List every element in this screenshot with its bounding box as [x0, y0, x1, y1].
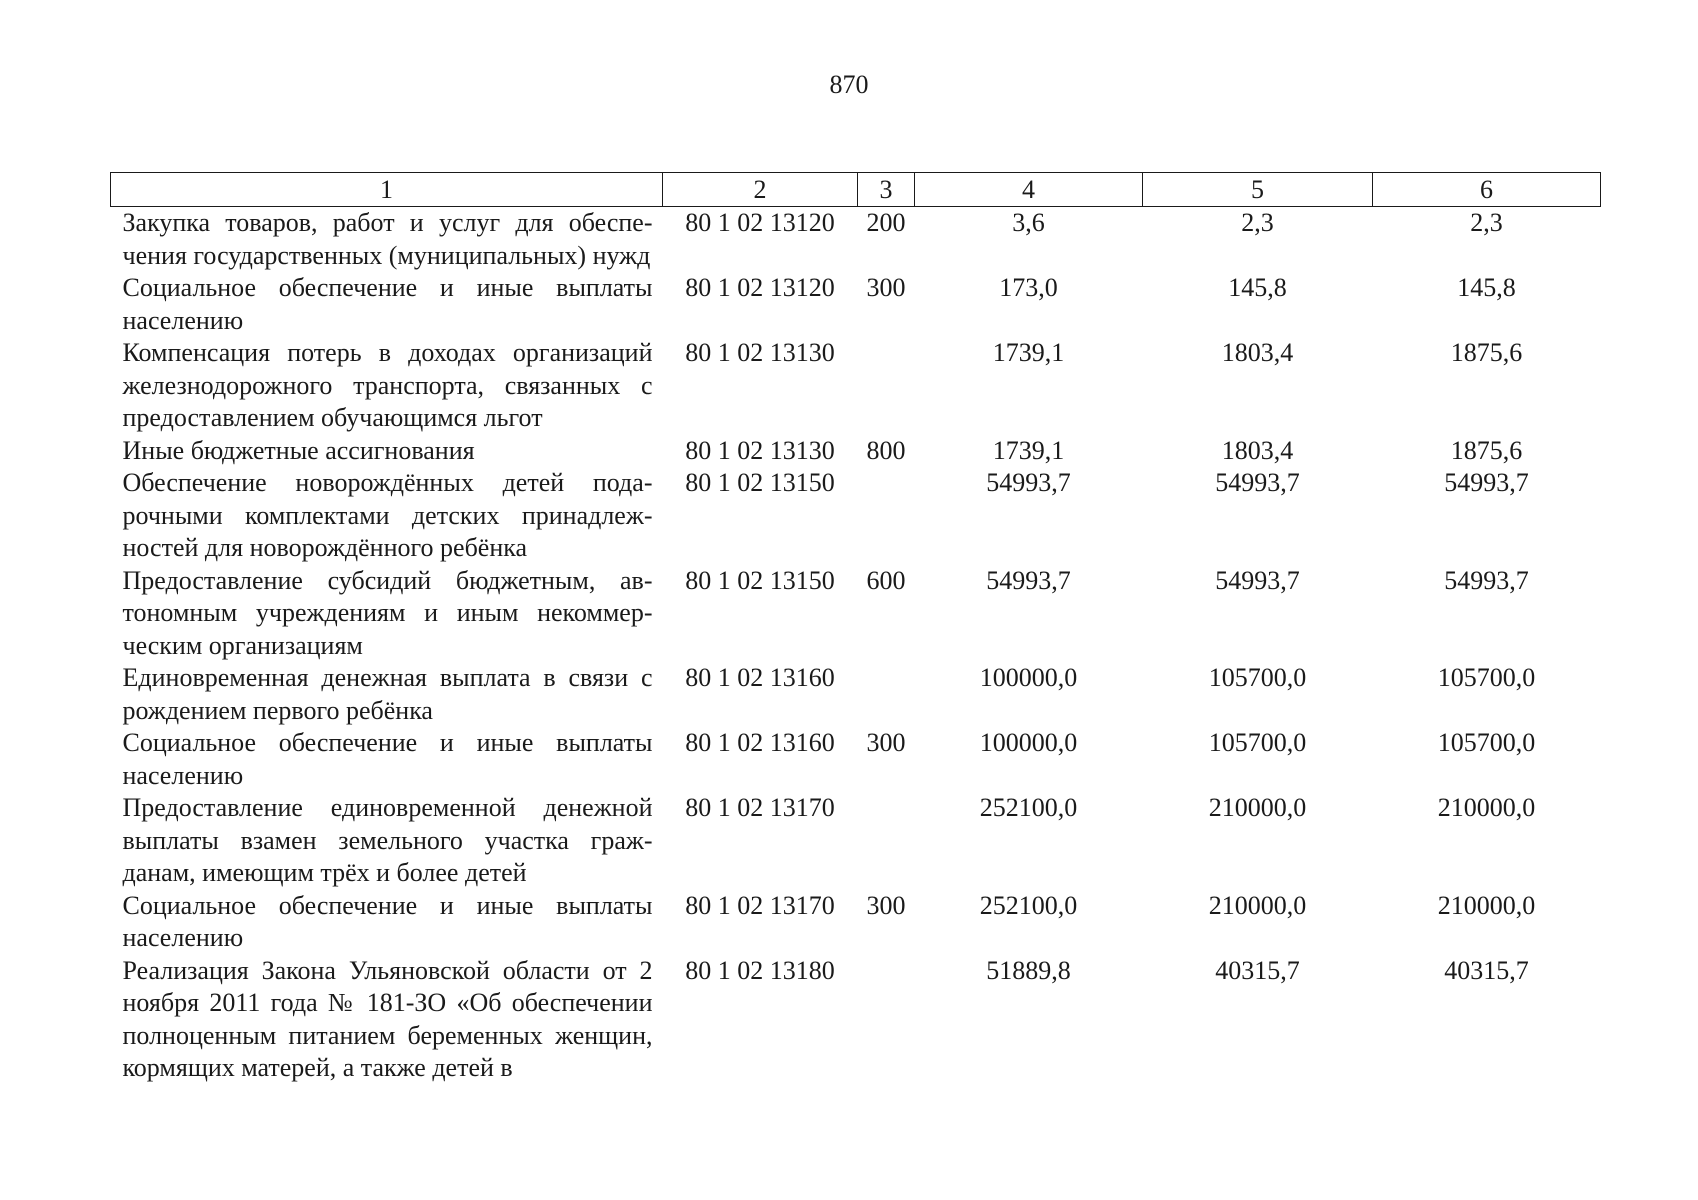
table-row — [111, 207, 1601, 273]
row-value-6: 40315,7 — [1444, 955, 1529, 985]
row-code: 80 1 02 13180 — [685, 955, 835, 985]
row-name: Обеспечение новорождённых детей подарочными комплектами детских принадлежностей для новорождённого ребёнка — [122, 468, 653, 562]
table-row — [111, 955, 1601, 1085]
page-number: 870 — [829, 70, 869, 99]
row-name: Социальное обеспечение и иные выплаты населению — [122, 273, 653, 335]
row-value-5: 54993,7 — [1215, 468, 1300, 497]
row-code: 80 1 02 13130 — [685, 338, 835, 367]
column-header: 1 — [111, 173, 663, 207]
row-name: Социальное обеспечение и иные выплаты населению — [122, 728, 653, 790]
row-type: 800 — [866, 435, 906, 465]
row-value-4: 54993,7 — [986, 468, 1071, 497]
row-value-4: 51889,8 — [986, 955, 1071, 985]
row-value-4: 173,0 — [999, 273, 1058, 302]
row-value-6: 54993,7 — [1444, 565, 1529, 595]
row-value-6: 1875,6 — [1450, 338, 1523, 367]
row-code: 80 1 02 13170 — [685, 793, 835, 822]
row-name: Реализация Закона Ульяновской области от 2 ноября 2011 года № 181-ЗО «Об обеспечении полноценным питанием беременных женщин, кормящих матерей, а также детей в — [122, 955, 653, 1082]
header-row — [111, 173, 1601, 207]
row-value-4: 100000,0 — [979, 663, 1078, 692]
row-value-5: 54993,7 — [1215, 565, 1300, 595]
row-value-5: 2,3 — [1241, 208, 1274, 237]
row-value-4: 252100,0 — [979, 890, 1078, 920]
row-value-5: 105700,0 — [1208, 663, 1307, 692]
row-type — [858, 662, 915, 727]
row-value-6: 210000,0 — [1437, 793, 1536, 822]
row-code: 80 1 02 13130 — [685, 435, 835, 465]
row-type — [858, 792, 915, 890]
row-value-5: 105700,0 — [1208, 728, 1307, 757]
row-code: 80 1 02 13150 — [685, 565, 835, 595]
column-header: 2 — [663, 173, 858, 207]
row-value-6: 105700,0 — [1437, 663, 1536, 692]
table-row — [111, 467, 1601, 565]
table-row — [111, 435, 1601, 468]
budget-table — [110, 172, 1601, 1085]
table-row — [111, 727, 1601, 792]
row-value-4: 3,6 — [1012, 208, 1045, 237]
row-code: 80 1 02 13150 — [685, 468, 835, 497]
row-value-4: 1739,1 — [992, 338, 1065, 367]
row-type — [858, 467, 915, 565]
row-value-6: 54993,7 — [1444, 468, 1529, 497]
row-value-5: 1803,4 — [1221, 338, 1294, 367]
row-value-5: 145,8 — [1228, 273, 1287, 302]
column-header: 3 — [858, 173, 915, 207]
row-value-4: 1739,1 — [992, 435, 1065, 465]
row-type: 300 — [866, 273, 906, 302]
row-code: 80 1 02 13170 — [685, 890, 835, 920]
row-value-5: 210000,0 — [1208, 793, 1307, 822]
row-value-5: 40315,7 — [1215, 955, 1300, 985]
row-code: 80 1 02 13160 — [685, 663, 835, 692]
row-name: Предоставление единовременной денежной выплаты взамен земельного участка гражданам, имеющим трёх и более детей — [122, 793, 653, 887]
row-value-4: 100000,0 — [979, 728, 1078, 757]
column-header: 4 — [915, 173, 1143, 207]
row-value-6: 145,8 — [1457, 273, 1516, 302]
row-value-6: 1875,6 — [1450, 435, 1523, 465]
row-code: 80 1 02 13120 — [685, 208, 835, 237]
table-row — [111, 792, 1601, 890]
row-value-6: 210000,0 — [1437, 890, 1536, 920]
row-type — [858, 337, 915, 435]
row-name: Социальное обеспечение и иные выплаты населению — [122, 890, 653, 952]
row-type: 600 — [866, 565, 906, 595]
row-name: Единовременная денежная выплата в связи с рождением первого ребёнка — [122, 663, 653, 725]
column-header: 5 — [1143, 173, 1373, 207]
table-row — [111, 272, 1601, 337]
row-value-5: 1803,4 — [1221, 435, 1294, 465]
row-code: 80 1 02 13120 — [685, 273, 835, 302]
table-row — [111, 565, 1601, 663]
row-name: Компенсация потерь в доходах организаций железнодорожного транспорта, связанных с предоставлением обучающимся льгот — [122, 338, 653, 432]
row-value-4: 54993,7 — [986, 565, 1071, 595]
row-name: Предоставление субсидий бюджетным, автономным учреждениям и иным некоммерческим организациям — [122, 565, 653, 660]
row-value-6: 105700,0 — [1437, 728, 1536, 757]
table-row — [111, 890, 1601, 955]
row-name: Закупка товаров, работ и услуг для обеспечения государственных (муниципальных) нужд — [122, 208, 653, 270]
row-value-4: 252100,0 — [979, 793, 1078, 822]
row-type: 300 — [866, 728, 906, 757]
table-row — [111, 337, 1601, 435]
row-type: 200 — [866, 208, 906, 237]
row-code: 80 1 02 13160 — [685, 728, 835, 757]
row-value-6: 2,3 — [1470, 208, 1503, 237]
row-type: 300 — [866, 890, 906, 920]
column-header: 6 — [1373, 173, 1601, 207]
row-type — [858, 955, 915, 1085]
row-name: Иные бюджетные ассигнования — [122, 435, 475, 465]
table-row — [111, 662, 1601, 727]
row-value-5: 210000,0 — [1208, 890, 1307, 920]
